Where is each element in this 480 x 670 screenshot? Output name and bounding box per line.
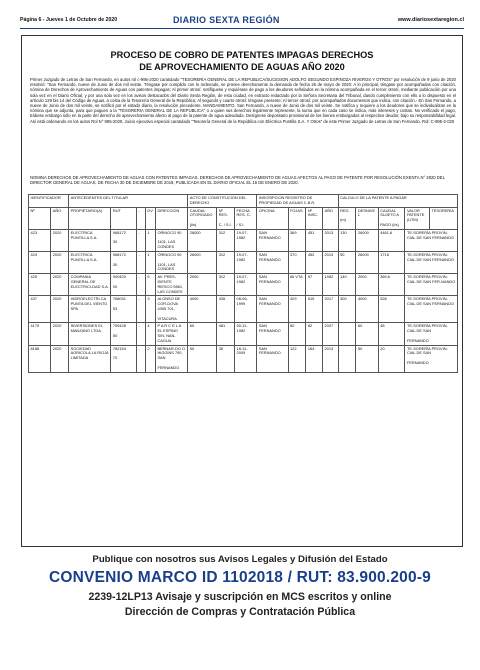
- table-cell: SAN FERNANDO: [257, 274, 288, 296]
- table-cell: 2020: [51, 251, 69, 273]
- table-cell: TE-SORERÍA PROVIN-CIAL DE SAN FERNANDO: [405, 296, 458, 323]
- column-header: PROPIETARIO(A): [69, 207, 111, 229]
- table-cell: SAN FERNANDO: [257, 345, 288, 372]
- table-cell: 26000: [188, 251, 217, 273]
- column-header: AÑO: [323, 207, 339, 229]
- table-cell: 481: [217, 323, 235, 345]
- table-cell: [338, 345, 356, 372]
- table-cell: 2007: [323, 323, 339, 345]
- table-cell: -: [137, 345, 146, 372]
- table-cell: 515: [306, 296, 323, 323]
- table-cell: 300: [338, 296, 356, 323]
- table-cell: 312: [217, 274, 235, 296]
- table-cell: 60: [288, 323, 306, 345]
- table-cell: 2020: [51, 274, 69, 296]
- notice-body: [30, 77, 456, 124]
- table-cell: 2: [145, 345, 155, 372]
- table-row: [29, 345, 458, 372]
- table-cell: ELECTRICA PUNTILLA S.A.: [69, 251, 111, 273]
- table-cell: 2020: [51, 296, 69, 323]
- column-header: AÑO: [51, 207, 69, 229]
- table-cell: 437: [29, 296, 51, 323]
- table-cell: 900420 00: [111, 274, 137, 296]
- table-cell: 435: [217, 296, 235, 323]
- table-cell: ORINOCO 90 1101, LAS CONDES: [155, 251, 187, 273]
- table-cell: [338, 323, 356, 345]
- table-cell: 35: [217, 345, 235, 372]
- table-cell: -: [137, 229, 146, 251]
- column-header: REG. (m): [338, 207, 356, 229]
- table-cell: 30-11-1982: [235, 323, 257, 345]
- table-cell: SAN FERNANDO: [257, 251, 288, 273]
- table-cell: 4000: [356, 296, 378, 323]
- group-identificador: IDENTIFICADOR: [29, 195, 69, 208]
- table-cell: 968172 30: [111, 251, 137, 273]
- table-cell: 26000: [188, 229, 217, 251]
- table-cell: -: [137, 323, 146, 345]
- table-cell: 50: [188, 345, 217, 372]
- table-column-header-row: [29, 207, 458, 229]
- table-cell: 5: [145, 274, 155, 296]
- table-cell: AV. PRES-IDENTE RIESCO 5561, LAS CONDES: [155, 274, 187, 296]
- table-cell: TE-SORERÍA PROVIN-CIAL DE SAN FERNANDO: [405, 323, 458, 345]
- table-cell: 2020: [51, 229, 69, 251]
- table-cell: 8188: [29, 345, 51, 372]
- table-cell: 26000: [356, 229, 378, 251]
- column-header: FECHA RES. C. / S.I.: [235, 207, 257, 229]
- table-cell: 57: [306, 274, 323, 296]
- table-row: [29, 229, 458, 251]
- table-cell: 2017: [323, 296, 339, 323]
- table-cell: 1: [145, 229, 155, 251]
- table-cell: 130: [338, 229, 356, 251]
- table-cell: 19-07-1982: [235, 229, 257, 251]
- table-cell: P A R C E L A EL ESPINO S/N, NAN-CAGUA: [155, 323, 187, 345]
- column-header: VALOR PATENTE (UTM): [405, 207, 430, 229]
- column-header: DV: [145, 207, 155, 229]
- table-cell: INVERSIONES EL MANZANO LTDA.: [69, 323, 111, 345]
- table-cell: 968172 30: [111, 229, 137, 251]
- table-cell: 140: [338, 274, 356, 296]
- column-header: DIRECCION: [155, 207, 187, 229]
- column-header: FOJAS: [288, 207, 306, 229]
- column-header: CAUDAL OTORGADO (l/s): [188, 207, 217, 229]
- table-cell: 50: [356, 345, 378, 372]
- table-cell: 369: [288, 229, 306, 251]
- table-cell: SOCIEDAD AGRICOLA LA RIOJA LIMITADA: [69, 345, 111, 372]
- table-cell: TE-SORERÍA PROVIN-CIAL DE SAN FER-NANDO: [405, 274, 458, 296]
- table-cell: 2013: [323, 251, 339, 273]
- notice-title: [22, 50, 462, 73]
- table-cell: SAN FERNANDO: [257, 296, 288, 323]
- table-cell: 4461,6: [378, 229, 405, 251]
- table-cell: SAN FERNANDO: [257, 323, 288, 345]
- group-titular: ANTECEDENTES DEL TITULAR: [69, 195, 188, 208]
- group-calculo: CALCULO DE LA PATENTE A PAGAR: [338, 195, 457, 208]
- table-cell: 60: [188, 323, 217, 345]
- table-cell: BERNAR-DO O HIGGINS 790, SAN FERNANDO: [155, 345, 187, 372]
- table-cell: 3: [145, 296, 155, 323]
- table-cell: 429: [288, 296, 306, 323]
- table-cell: 370: [288, 251, 306, 273]
- table-cell: 4000: [188, 296, 217, 323]
- column-header: OFICINA: [257, 207, 288, 229]
- notice-title-line1: PROCESO DE COBRO DE PATENTES IMPAGAS DERECHOS: [110, 50, 374, 60]
- column-header: RUT: [111, 207, 137, 229]
- table-cell: 50: [338, 251, 356, 273]
- footer-line3: 2239-12LP13 Avisaje y suscripción en MCS escritos y online: [88, 591, 392, 603]
- table-cell: 2000: [356, 274, 378, 296]
- table-cell: 4: [145, 323, 155, 345]
- group-inscripcion: INSCRIPCION REGISTRO DE PROPIEDAD DE AGUAS C.B.R.: [257, 195, 338, 208]
- table-cell: 20: [378, 345, 405, 372]
- website-link[interactable]: www.diariosextaregion.cl: [397, 17, 464, 23]
- table-cell: 48: [378, 323, 405, 345]
- table-cell: COMPANIA GENERAL DE ELECTRICI-DAD S.A.: [69, 274, 111, 296]
- table-cell: ORINOCO 90 1101, LAS CONDES: [155, 229, 187, 251]
- column-header: Nº: [29, 207, 51, 229]
- column-header: TESORERIA: [429, 207, 457, 229]
- table-cell: 1716: [378, 251, 405, 273]
- column-header: Nº INSC.: [306, 207, 323, 229]
- table-cell: 2020: [51, 323, 69, 345]
- table-cell: 08-06-1999: [235, 296, 257, 323]
- footer-convenio: CONVENIO MARCO ID 1102018 / RUT: 83.900.200-9: [48, 569, 431, 586]
- page-info: Página 6 - Jueves 1 de Octubre de 2020: [20, 17, 118, 23]
- table-cell: 82: [306, 323, 323, 345]
- column-header: Nº RES. C. / S.I.: [217, 207, 235, 229]
- rights-table: [28, 194, 458, 373]
- table-cell: 312: [217, 229, 235, 251]
- table-cell: 1: [145, 251, 155, 273]
- group-acto: ACTO DE CONSTITUCION DEL DERECHO: [188, 195, 257, 208]
- footer-line1: Publique con nosotros sus Avisos Legales y Difusión del Estado: [92, 554, 388, 565]
- table-cell: 799428 50: [111, 323, 137, 345]
- table-cell: 18-11-2009: [235, 345, 257, 372]
- footer-line4: Dirección de Compras y Contratación Pública: [124, 606, 356, 618]
- table-cell: 26000: [356, 251, 378, 273]
- table-cell: 4170: [29, 323, 51, 345]
- notice-title-line2: DE APROVECHAMIENTO DE AGUAS AÑO 2020: [139, 61, 345, 72]
- table-caption: NOMINA DERECHOS DE APROVECHAMIENTO DE AGUAS CON PATENTES IMPAGAS. DERECHOS DE APROVECHAMIENTO DE AGUAS AFECTOS AL PAGO DE PATENTE POR RESOLUCIÓN EXENTA N° 2820 DEL DIRECTOR GENERAL DE AGUAS, DE FECHA 30 DE DICIEMBRE DE 2019, PUBLICADA EN EL DIARIO OFICIAL EL 15 DE ENERO DE 2020.: [30, 175, 445, 186]
- table-cell: 2000: [188, 274, 217, 296]
- column-header: CAUDAL SUJETO A PAGO (l/s): [378, 207, 405, 229]
- table-row: [29, 296, 458, 323]
- table-cell: 782154 70: [111, 345, 137, 372]
- table-cell: 2013: [323, 345, 339, 372]
- table-cell: -: [137, 274, 146, 296]
- table-cell: SAN FERNANDO: [257, 229, 288, 251]
- table-row: [29, 323, 458, 345]
- table-row: [29, 251, 458, 273]
- table-cell: 19-07-1982: [235, 274, 257, 296]
- table-cell: 164: [306, 345, 323, 372]
- table-cell: 312: [217, 251, 235, 273]
- table-group-header-row: [29, 195, 458, 208]
- table-cell: TE-SORERÍA PROVIN-CIAL DE SAN FERNANDO: [405, 345, 458, 372]
- legal-notice: [21, 35, 463, 547]
- table-cell: 19-07-1982: [235, 251, 257, 273]
- table-row: [29, 274, 458, 296]
- table-cell: 1982: [323, 274, 339, 296]
- table-cell: 369,6: [378, 274, 405, 296]
- table-cell: 452: [306, 251, 323, 273]
- table-cell: 768031 53: [111, 296, 137, 323]
- table-cell: 425: [29, 274, 51, 296]
- table-cell: 60: [356, 323, 378, 345]
- table-cell: TE-SORERÍA PROVIN-CIAL DE SAN FERNANDO: [405, 229, 458, 251]
- table-cell: 122: [288, 345, 306, 372]
- table-cell: 66 VTA: [288, 274, 306, 296]
- newspaper-name: DIARIO SEXTA REGIÓN: [173, 15, 280, 25]
- table-cell: TE-SORERÍA PROVIN-CIAL DE SAN FERNANDO: [405, 251, 458, 273]
- table-cell: 2020: [51, 345, 69, 372]
- table-cell: -: [137, 296, 146, 323]
- table-cell: 528: [378, 296, 405, 323]
- table-cell: ALONSO DE COR-DOVA 4355 701, VITACURA: [155, 296, 187, 323]
- table-cell: 424: [29, 251, 51, 273]
- table-cell: -: [137, 251, 146, 273]
- table-cell: ELECTRICA PUNTILLA S.A.: [69, 229, 111, 251]
- column-header: -: [137, 207, 146, 229]
- notice-body-text: Primer Juzgado de Letras de San Fernando, en autos rol c-995-2020 caratulado "TESORERÍA GENERAL DE LA REPUBLICA/SUCESION ADOLFO SEGUNDO ESPINOZA RIVEROS Y OTROS" por resolución de 9 junio de 2020 resolvió: "San Fernando, nueve de Junio de dos mil veinte. Téngase por cumplido con lo ordenado, se provee derechamente la demanda de fecha 26 de mayo de 2020: A lo principal, téngase por acompañadas con citación, nómina de Derechos de Aprovechamiento de Aguas con patentes impagas; Al primer otrosí: notifíquese y requiérase de pago a los deudores señalados en la nómina acompañada en el tercer otrosí, mediante publicación por una sola vez en el Diario Oficial, y por una sola vez en los avisos destacados del Diario Sexta Región, de esta ciudad, en extracto redactado por la Señora Secretaria del Tribunal, dando cumplimiento con ello a lo dispuesto en el artículo 129 bis 14 del Código de Aguas, a costa de la Tesorería General de la República; Al segundo y cuarto otrosí: téngase presente; Al tercer otrosí: por acompañados documentos que indica, con citación.- En San Fernando, a nueve de Junio de dos mil veinte, se notificó por el estado diario, la resolución precedente. MANDAMIENTO. San Fernando, a nueve de Junio de dos mil veinte. Se notifica y requiere a los deudores que se individualizan en la nómina que se adjunta, para que paguen a la "TESORERIA GENERAL DE LA REPUBLICA" o a quien sus derechos legalmente represente, la suma que en cada caso se indica, más intereses y costas. No verificado el pago, trábese embargo sólo en la parte del derecho de aprovechamiento afecto al pago de la patente de agua adeudada. Desígnese depositario provisional de los bienes embargados al respectivo deudor, bajo su responsabilidad legal. Así está ordenando en los autos Rol N° 995-2020, Juicio ejecutivo especial caratulado "Tesorería General de la República con Eléctrica Puntilla S.A. Y Otros" de este Primer Juzgado de Letras de San Fernando. Rol: C-995-2-020: [30, 77, 456, 124]
- page-header: [20, 16, 464, 29]
- table-cell: 451: [306, 229, 323, 251]
- column-header: DESNIVEL: [356, 207, 378, 229]
- table-cell: 2013: [323, 229, 339, 251]
- table-cell: 423: [29, 229, 51, 251]
- table-cell: HIDROELECTRI-CA PUNTA DEL VIENTO SPA: [69, 296, 111, 323]
